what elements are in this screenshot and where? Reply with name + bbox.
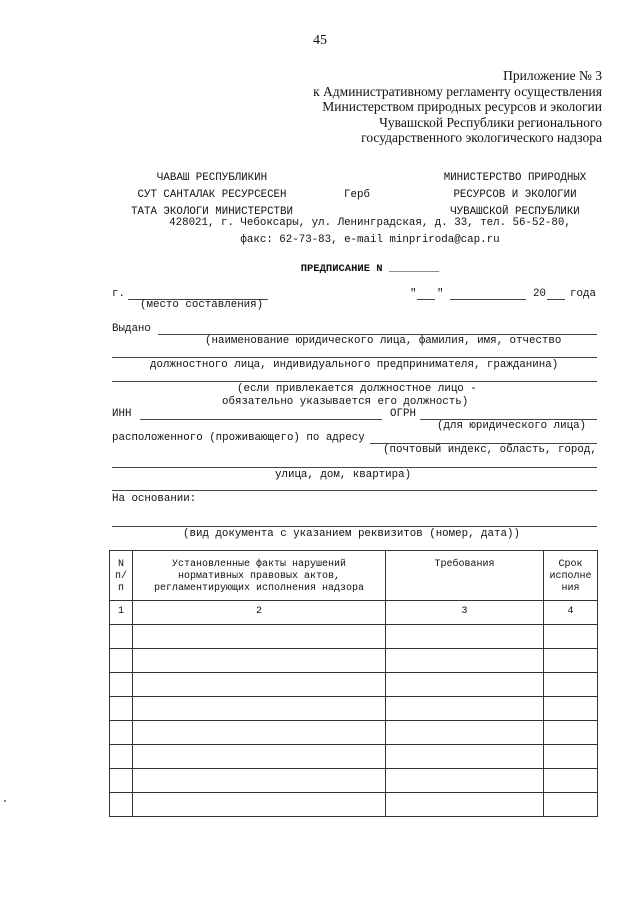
header-right-line: РЕСУРСОВ И ЭКОЛОГИИ [453,189,577,201]
issued-hint-2: должностного лица, индивидуального предпринимателя, гражданина) [150,359,559,371]
city-prefix: г. [112,288,125,300]
table-cell[interactable] [386,649,544,673]
scan-mark [4,800,6,802]
table-cell[interactable] [133,745,386,769]
table-row [110,721,598,745]
date-close-quote: " [437,288,444,300]
header-violations: Установленные факты нарушений нормативных правовых актов, регламентирующих исполнения надзора [133,551,386,601]
column-number: 1 [110,601,133,625]
document-title: ПРЕДПИСАНИЕ N ________ [300,263,440,275]
table-cell[interactable] [110,793,133,817]
date-open-quote: " [410,288,417,300]
day-field[interactable] [417,299,435,300]
appendix-block [313,68,602,146]
table-cell[interactable] [544,721,598,745]
column-number: 3 [386,601,544,625]
table-cell[interactable] [386,793,544,817]
year-field[interactable] [547,299,565,300]
table-cell[interactable] [544,649,598,673]
appendix-line: к Административному регламенту осуществления [313,83,602,99]
inn-field[interactable] [140,419,382,420]
basis-field[interactable] [112,526,597,527]
place-hint: (место составления) [140,299,264,311]
official-hint-1: (если привлекается должностное лицо - [237,383,477,395]
address-hint-2: улица, дом, квартира) [275,469,412,481]
ogrn-hint: (для юридического лица) [437,420,587,432]
issued-label: Выдано [112,323,151,335]
header-deadline: Срок исполне ния [544,551,598,601]
table-cell[interactable] [544,745,598,769]
table-cell[interactable] [133,625,386,649]
appendix-line: Приложение № 3 [503,68,602,83]
appendix-line: государственного экологического надзора [361,130,602,146]
table-cell[interactable] [110,721,133,745]
issued-hint-1: (наименование юридического лица, фамилия, имя, отчество [205,335,562,347]
violations-table [109,550,598,817]
basis-label: На основании: [112,493,197,505]
table-cell[interactable] [386,721,544,745]
issued-to-field-3[interactable] [112,381,597,382]
month-field[interactable] [450,299,526,300]
header-contacts: факс: 62-73-83, e-mail minpriroda@cap.ru [240,234,500,246]
table-row [110,793,598,817]
table-row [110,697,598,721]
table-cell[interactable] [133,697,386,721]
table-cell[interactable] [110,625,133,649]
table-cell[interactable] [386,625,544,649]
address-field-3[interactable] [112,490,597,491]
header-left [112,170,312,221]
appendix-line: Министерством природных ресурсов и экологии [322,99,602,115]
header-right [420,170,610,221]
address-field-2[interactable] [112,467,597,468]
table-cell[interactable] [386,697,544,721]
table-row [110,769,598,793]
issued-to-field-2[interactable] [112,357,597,358]
year-prefix: 20 [533,288,546,300]
table-row [110,673,598,697]
table-cell[interactable] [544,793,598,817]
header-left-line: ТАТА ЭКОЛОГИ МИНИСТЕРСТВИ [131,206,293,218]
table-row [110,649,598,673]
table-cell[interactable] [133,769,386,793]
table-cell[interactable] [110,649,133,673]
empty-rows [110,625,598,817]
table-cell[interactable] [544,625,598,649]
table-cell[interactable] [110,697,133,721]
year-suffix: года [570,288,596,300]
header-requirements: Требования [386,551,544,601]
ogrn-label: ОГРН [390,408,416,420]
official-hint-2: обязательно указывается его должность) [222,396,469,408]
address-hint-1: (почтовый индекс, область, город, [383,444,597,456]
table-cell[interactable] [110,673,133,697]
address-label: расположенного (проживающего) по адресу [112,432,365,444]
header-right-line: ЧУВАШСКОЙ РЕСПУБЛИКИ [450,206,580,218]
table-cell[interactable] [544,673,598,697]
table-row [110,745,598,769]
table-header-row [110,551,598,601]
header-left-line: ЧАВАШ РЕСПУБЛИКИН [156,172,268,184]
table-cell[interactable] [133,673,386,697]
table-cell[interactable] [386,769,544,793]
header-left-line: СУТ САНТАЛАК РЕСУРСЕСЕН [137,189,287,201]
table-row [110,625,598,649]
table-cell[interactable] [544,697,598,721]
header-right-line: МИНИСТЕРСТВО ПРИРОДНЫХ [443,172,587,184]
table-cell[interactable] [133,721,386,745]
table-cell[interactable] [386,673,544,697]
table-cell[interactable] [110,769,133,793]
table-cell[interactable] [544,769,598,793]
table-cell[interactable] [133,793,386,817]
table-cell[interactable] [133,649,386,673]
header-coat-of-arms: Герб [344,189,370,201]
column-number: 4 [544,601,598,625]
basis-hint: (вид документа с указанием реквизитов (номер, дата)) [183,528,520,540]
page-number: 45 [313,33,327,48]
inn-label: ИНН [112,408,132,420]
table-cell[interactable] [386,745,544,769]
header-address: 428021, г. Чебоксары, ул. Ленинградская, д. 33, тел. 56-52-80, [169,217,571,229]
table-cell[interactable] [110,745,133,769]
appendix-line: Чувашской Республики регионального [379,114,602,130]
column-number: 2 [133,601,386,625]
header-number: N п/ п [110,551,133,601]
table-number-row [110,601,598,625]
